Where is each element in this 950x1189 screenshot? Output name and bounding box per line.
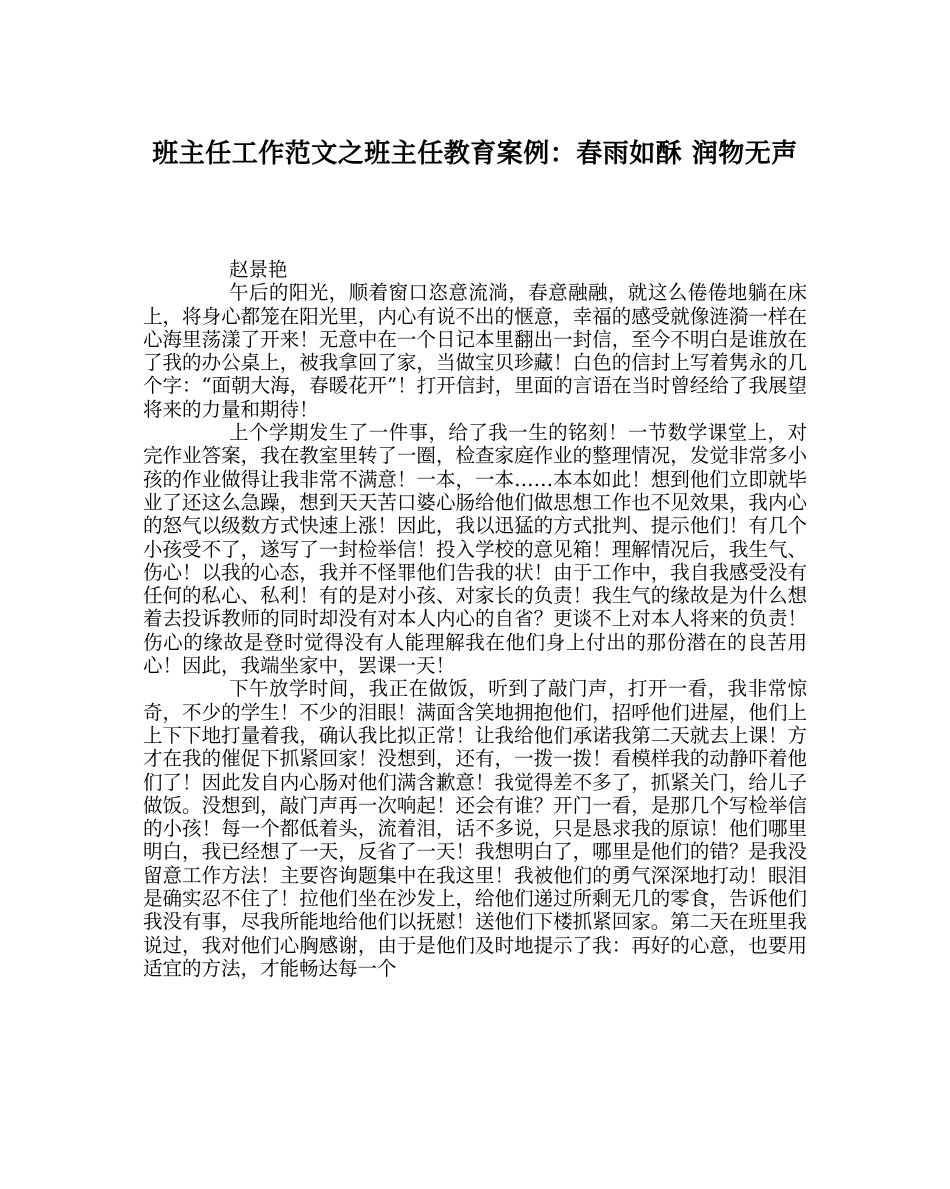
paragraph-3: 下午放学时间，我正在做饭，听到了敲门声，打开一看，我非常惊奇，不少的学生！不少的泪眼！满面含笑地拥抱他们，招呼他们进屋，他们上上下下地打量着我，确认我比拟正常！让我给他们承诺我第二天就去上课！方才在我的催促下抓紧回家！没想到，还有，一拨一拨！看模样我的动静吓着他们了！因此发自内心肠对他们满含歉意！我觉得差不多了，抓紧关门，给儿子做饭。没想到，敲门声再一次响起！还会有谁？开门一看，是那几个写检举信的小孩！每一个都低着头，流着泪，话不多说，只是恳求我的原谅！他们哪里明白，我已经想了一天，反省了一天！我想明白了，哪里是他们的错？是我没留意工作方法！主要咨询题集中在我这里！我被他们的勇气深深地打动！眼泪是确实忍不住了！拉他们坐在沙发上，给他们递过所剩无几的零食，告诉他们我没有事，尽我所能地给他们以抚慰！送他们下楼抓紧回家。第二天在班里我说过，我对他们心胸感谢，由于是他们及时地提示了我：再好的心意，也要用适宜的方法，才能畅达每一个 — [143, 677, 807, 980]
author-name: 赵景艳 — [229, 258, 288, 281]
document-title: 班主任工作范文之班主任教育案例：春雨如酥 润物无声 — [152, 139, 798, 169]
paragraph-1: 午后的阳光，顺着窗口恣意流淌，春意融融，就这么倦倦地躺在床上，将身心都笼在阳光里，内心有说不出的惬意，幸福的感受就像涟漪一样在心海里荡漾了开来！无意中在一个日记本里翻出一封信，至今不明白是谁放在了我的办公桌上，被我拿回了家，当做宝贝珍藏！白色的信封上写着隽永的几个字：“面朝大海，春暖花开”！打开信封，里面的言语在当时曾经给了我展望将来的力量和期待！ — [143, 281, 807, 421]
document-body — [143, 258, 807, 980]
paragraph-2: 上个学期发生了一件事，给了我一生的铭刻！一节数学课堂上，对完作业答案，我在教室里转了一圈，检查家庭作业的整理情况，发觉非常多小孩的作业做得让我非常不满意！一本，一本……本本如此！想到他们立即就毕业了还这么急躁，想到天天苦口婆心肠给他们做思想工作也不见效果，我内心的怒气以级数方式快速上涨！因此，我以迅猛的方式批判、提示他们！有几个小孩受不了，遂写了一封检举信！投入学校的意见箱！理解情况后，我生气、伤心！以我的心态，我并不怪罪他们告我的状！由于工作中，我自我感受没有任何的私心、私利！有的是对小孩、对家长的负责！我生气的缘故是为什么想着去投诉教师的同时却没有对本人内心的自省？更谈不上对本人将来的负责！伤心的缘故是登时觉得没有人能理解我在他们身上付出的那份潜在的良苦用心！因此，我端坐家中，罢课一天！ — [143, 421, 807, 678]
